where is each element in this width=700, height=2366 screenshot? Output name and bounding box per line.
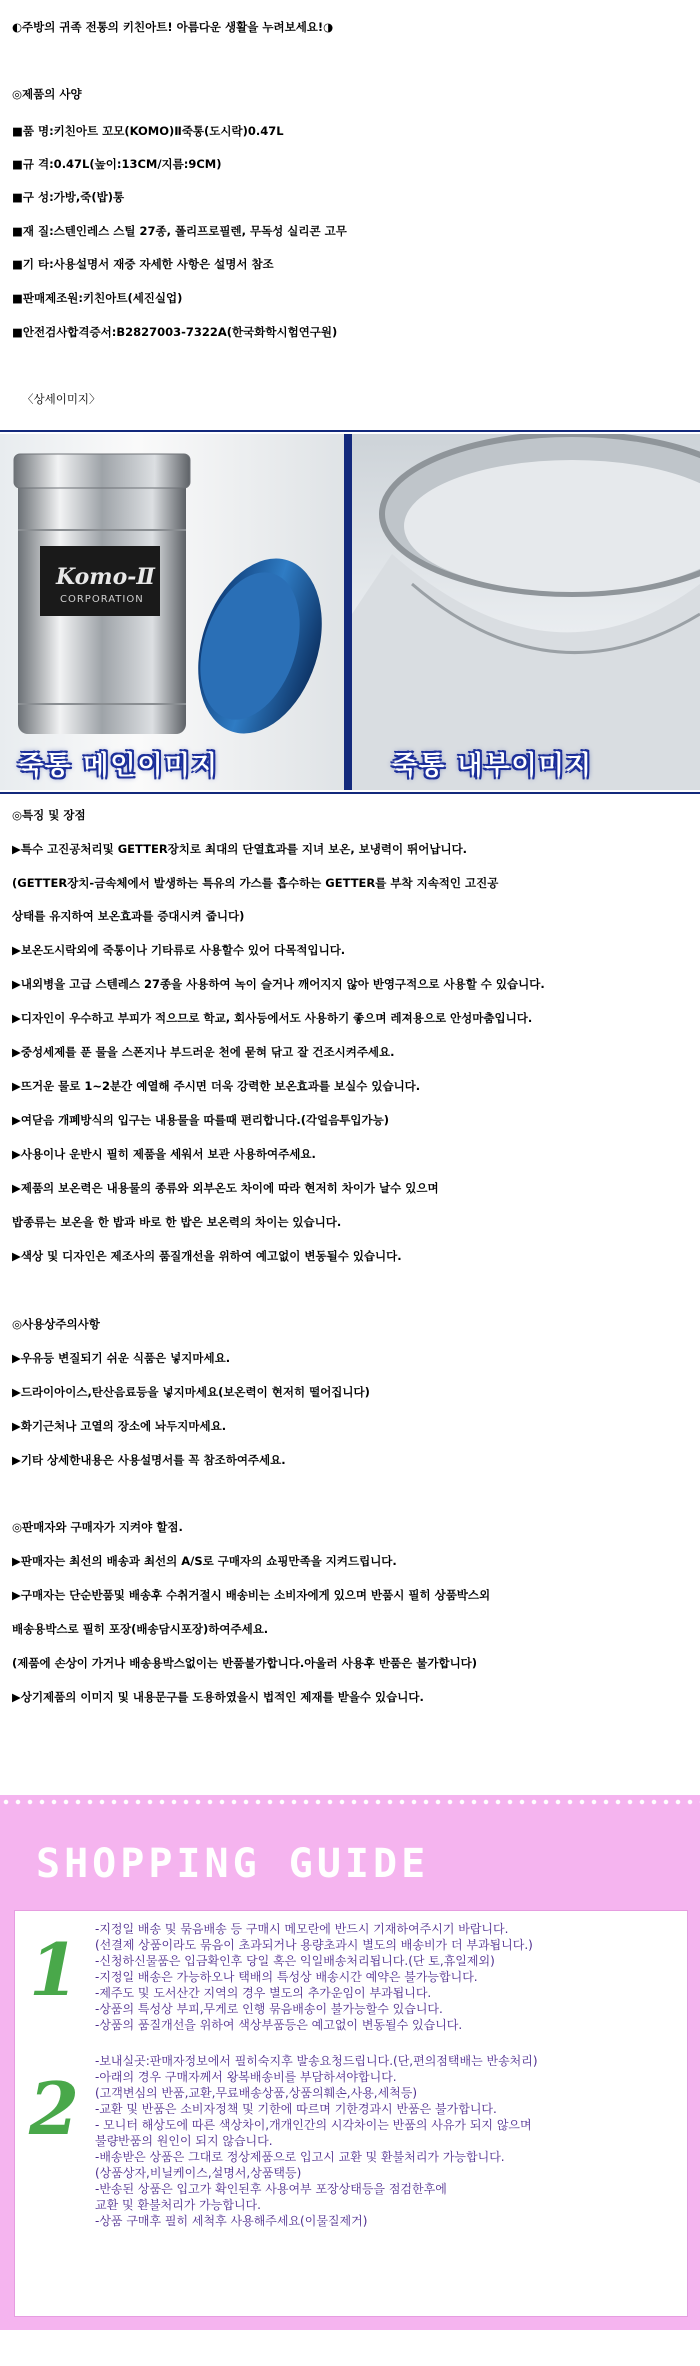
feature-row: ▶사용이나 운반시 필히 제품을 세워서 보관 사용하여주세요.: [12, 1147, 316, 1161]
guide-line: -제주도 및 도서산간 지역의 경우 별도의 추가운임이 부과됩니다.: [95, 1986, 432, 2000]
specs-title: ◎제품의 사양: [12, 87, 82, 101]
detail-images-label: 〈상세이미지〉: [22, 392, 101, 406]
feature-row: ▶내외병을 고급 스텐레스 27종을 사용하여 녹이 슬거나 깨어지지 않아 반영구적으로 사용할 수 있습니다.: [12, 977, 545, 991]
guide-line: (상품상자,비닐케이스,설명서,상품택등): [95, 2166, 302, 2180]
guide-line: 불량반품의 원인이 되지 않습니다.: [95, 2134, 273, 2148]
feature-row: ▶중성세제를 푼 물을 스폰지나 부드러운 천에 묻혀 닦고 잘 건조시켜주세요.: [12, 1045, 395, 1059]
caution-row: ▶기타 상세한내용은 사용설명서를 꼭 참조하여주세요.: [12, 1453, 286, 1467]
seller-row: 배송용박스로 필히 포장(배송담시포장)하여주세요.: [12, 1622, 269, 1636]
seller-row: ▶판매자는 최선의 배송과 최선의 A/S로 구매자의 쇼핑만족을 지켜드립니다.: [12, 1554, 397, 1568]
guide-line: 교환 및 환불처리가 가능합니다.: [95, 2198, 261, 2212]
feature-row: 상태를 유지하여 보온효과를 증대시켜 줍니다): [12, 909, 245, 923]
guide-line: -아래의 경우 구매자께서 왕복배송비를 부담하셔야합니다.: [95, 2070, 397, 2084]
guide-line: - 모니터 해상도에 따른 색상차이,개개인간의 시각차이는 반품의 사유가 되지 않으며: [95, 2118, 532, 2132]
interior-product-photo: [352, 434, 700, 790]
guide-line: -교환 및 반품은 소비자정책 및 기한에 따르며 기한경과시 반품은 불가합니다.: [95, 2102, 497, 2116]
main-image-caption: 죽통 메인이미지: [18, 751, 219, 781]
photo-divider: [344, 434, 352, 790]
guide-line: (고객변심의 반품,교환,무료배송상품,상품의훼손,사용,세척등): [95, 2086, 418, 2100]
guide-line: -배송받은 상품은 그대로 정상제품으로 입고시 교환 및 환불처리가 가능합니다.: [95, 2150, 505, 2164]
guide-line: -보내실곳:판매자정보에서 필히숙지후 발송요청드립니다.(단,편의점택배는 반송처리): [95, 2054, 538, 2068]
caution-row: ▶드라이아이스,탄산음료등을 넣지마세요(보온력이 현저히 떨어집니다): [12, 1385, 370, 1399]
intro-banner: ◐주방의 귀족 전통의 키친아트! 아름다운 생활을 누려보세요!◑: [12, 20, 334, 34]
guide-line: -지정일 배송 및 묶음배송 등 구매시 메모란에 반드시 기재하여주시기 바랍니다.: [95, 1922, 509, 1936]
spec-row: ■재 질:스텐인레스 스틸 27종, 폴리프로필렌, 무독성 실리콘 고무: [12, 224, 347, 238]
guide-line: -상품의 특성상 부피,무게로 인행 묶음배송이 불가능할수 있습니다.: [95, 2002, 443, 2016]
features-title: ◎특징 및 장점: [12, 808, 86, 822]
guide-line: -지정일 배송은 가능하오나 택배의 특성상 배송시간 예약은 불가능합니다.: [95, 1970, 478, 1984]
spec-row: ■안전검사합격증서:B2827003-7322A(한국화학시험연구원): [12, 325, 338, 339]
shopping-guide-body: [0, 1900, 700, 2330]
feature-row: ▶색상 및 디자인은 제조사의 품질개선을 위하여 예고없이 변동될수 있습니다.: [12, 1249, 402, 1263]
container-illustration: [0, 434, 344, 790]
feature-row: 밥종류는 보온을 한 밥과 바로 한 밥은 보온력의 차이는 있습니다.: [12, 1215, 342, 1229]
cautions-title: ◎사용상주의사항: [12, 1317, 100, 1331]
guide-line: -신청하신물품은 입금확인후 당일 혹은 익일배송처리됩니다.(단 토,휴일제외): [95, 1954, 495, 1968]
feature-row: ▶보온도시락외에 죽통이나 기타류로 사용할수 있어 다목적입니다.: [12, 943, 346, 957]
caution-row: ▶화기근처나 고열의 장소에 놔두지마세요.: [12, 1419, 227, 1433]
interior-illustration: [352, 434, 700, 790]
dotted-border: [0, 1795, 700, 1809]
product-label: Komo-Ⅱ: [56, 564, 155, 590]
spec-row: ■기 타:사용설명서 재중 자세한 사항은 설명서 참조: [12, 257, 274, 271]
feature-row: ▶여닫음 개폐방식의 입구는 내용물을 따를때 편리합니다.(각얼음투입가능): [12, 1113, 390, 1127]
section-number: 2: [29, 2066, 80, 2151]
spec-row: ■품 명:키친아트 꼬모(KOMO)Ⅱ죽통(도시락)0.47L: [12, 124, 284, 138]
seller-row: ▶구매자는 단순반품및 배송후 수취거절시 배송비는 소비자에게 있으며 반품시 필히 상품박스외: [12, 1588, 491, 1602]
product-sublabel: CORPORATION: [60, 594, 144, 605]
caution-row: ▶우유등 변질되기 쉬운 식품은 넣지마세요.: [12, 1351, 231, 1365]
feature-row: (GETTER장치-금속체에서 발생하는 특유의 가스를 흡수하는 GETTER를 부착 지속적인 고진공: [12, 876, 499, 890]
feature-row: ▶특수 고진공처리및 GETTER장치로 최대의 단열효과를 지녀 보온, 보냉력이 뛰어납니다.: [12, 842, 468, 856]
interior-image-caption: 죽통 내부이미지: [392, 751, 593, 781]
shopping-guide-panel: [14, 1910, 688, 2317]
spec-row: ■규 격:0.47L(높이:13CM/지름:9CM): [12, 157, 222, 171]
seller-row: ▶상기제품의 이미지 및 내용문구를 도용하였을시 법적인 제재를 받을수 있습니다.: [12, 1690, 424, 1704]
guide-line: (선결제 상품이라도 묶음이 초과되거나 용량초과시 별도의 배송비가 더 부과됩니다.): [95, 1938, 533, 1952]
feature-row: ▶뜨거운 물로 1~2분간 예열해 주시면 더욱 강력한 보온효과를 보실수 있습니다.: [12, 1079, 421, 1093]
spec-row: ■구 성:가방,죽(밥)통: [12, 190, 125, 204]
seller-buyer-title: ◎판매자와 구매자가 지켜야 할점.: [12, 1520, 183, 1534]
main-product-photo: [0, 434, 344, 790]
shopping-guide-title: SHOPPING GUIDE: [36, 1841, 430, 1887]
guide-line: -반송된 상품은 입고가 확인된후 사용여부 포장상태등을 점검한후에: [95, 2182, 447, 2196]
shopping-guide-header: [0, 1795, 700, 1900]
feature-row: ▶디자인이 우수하고 부피가 적으므로 학교, 회사등에서도 사용하기 좋으며 레져용으로 안성마춤입니다.: [12, 1011, 533, 1025]
shopping-guide: [0, 1795, 700, 2335]
feature-row: ▶제품의 보온력은 내용물의 종류와 외부온도 차이에 따라 현저히 차이가 날수 있으며: [12, 1181, 439, 1195]
section-number: 1: [29, 1927, 80, 2012]
guide-line: -상품의 품질개선을 위하여 색상부품등은 예고없이 변동될수 있습니다.: [95, 2018, 463, 2032]
spec-row: ■판매제조원:키친아트(세진실업): [12, 291, 183, 305]
seller-row: (제품에 손상이 가거나 배송용박스없이는 반품불가합니다.아울러 사용후 반품은 불가합니다): [12, 1656, 478, 1670]
guide-line: -상품 구매후 필히 세척후 사용해주세요(이물질제거): [95, 2214, 368, 2228]
product-photo-strip: [0, 430, 700, 794]
